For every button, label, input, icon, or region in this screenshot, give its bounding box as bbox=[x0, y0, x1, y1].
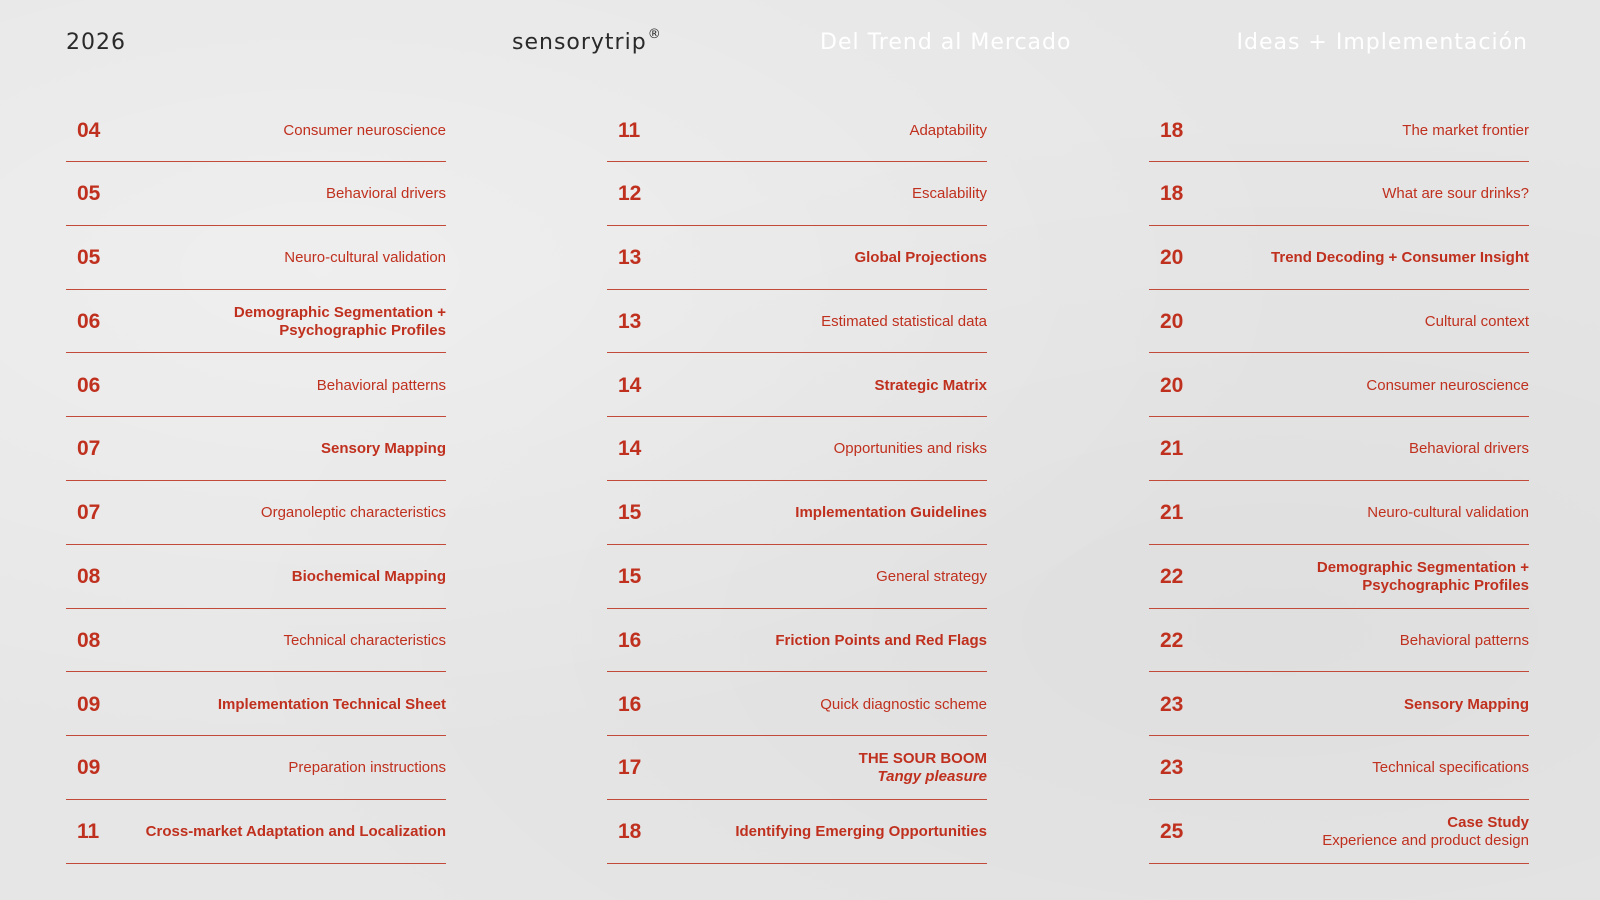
toc-title bbox=[1402, 122, 1529, 140]
toc-page-number: 14 bbox=[618, 373, 642, 397]
toc-entry[interactable] bbox=[607, 802, 987, 864]
toc-entry[interactable] bbox=[66, 674, 446, 736]
toc-title-text: Behavioral patterns bbox=[1399, 631, 1529, 649]
toc-entry[interactable] bbox=[1149, 228, 1529, 290]
toc-entry[interactable] bbox=[66, 164, 446, 226]
toc-title-text: Preparation instructions bbox=[288, 759, 446, 777]
toc-title-text: Sensory Mapping bbox=[1403, 695, 1529, 713]
toc-page-number: 13 bbox=[618, 246, 642, 270]
toc-title bbox=[218, 696, 446, 714]
toc-entry[interactable] bbox=[66, 228, 446, 290]
toc-entry[interactable] bbox=[1149, 355, 1529, 417]
toc-title-text: Implementation Guidelines bbox=[795, 504, 987, 522]
toc-title bbox=[735, 823, 987, 841]
toc-entry[interactable] bbox=[66, 738, 446, 800]
toc-entry[interactable] bbox=[607, 419, 987, 481]
page-header bbox=[0, 26, 1600, 66]
toc-title bbox=[1367, 504, 1529, 522]
toc-title bbox=[321, 440, 446, 458]
toc-page-number: 20 bbox=[1160, 373, 1184, 397]
toc-title-text: Behavioral drivers bbox=[325, 185, 446, 203]
toc-title bbox=[1372, 759, 1529, 777]
toc-title-text: Behavioral drivers bbox=[1408, 440, 1529, 458]
toc-title-text: Consumer neuroscience bbox=[1366, 376, 1529, 394]
toc-page-number: 07 bbox=[77, 437, 101, 461]
toc-title-text: Quick diagnostic scheme bbox=[820, 695, 987, 713]
toc-title bbox=[1404, 696, 1529, 714]
toc-entry[interactable] bbox=[1149, 100, 1529, 162]
toc-title bbox=[146, 823, 446, 841]
toc-entry[interactable] bbox=[1149, 547, 1529, 609]
toc-entry[interactable] bbox=[1149, 610, 1529, 672]
toc-title-text: Friction Points and Red Flags bbox=[775, 631, 987, 649]
toc-title bbox=[283, 632, 446, 650]
toc-page-number: 18 bbox=[1160, 118, 1184, 142]
toc-title-text: Estimated statistical data bbox=[821, 312, 987, 330]
toc-title-text: Adaptability bbox=[909, 121, 987, 139]
toc-title bbox=[795, 504, 987, 522]
toc-entry[interactable] bbox=[1149, 738, 1529, 800]
toc-page-number: 17 bbox=[618, 756, 642, 780]
toc-title bbox=[1271, 249, 1529, 267]
toc-entry[interactable] bbox=[607, 291, 987, 353]
toc-title bbox=[834, 440, 987, 458]
toc-title-text: Consumer neuroscience bbox=[283, 121, 446, 139]
toc-title bbox=[775, 632, 987, 650]
toc-title-text: Trend Decoding + Consumer Insight bbox=[1271, 249, 1529, 267]
toc-entry[interactable] bbox=[66, 610, 446, 672]
toc-title-text: Demographic Segmentation + Psychographic Profiles bbox=[233, 303, 446, 339]
toc-title bbox=[136, 304, 446, 340]
toc-page-number: 07 bbox=[77, 501, 101, 525]
toc-title bbox=[283, 122, 446, 140]
toc-title bbox=[1322, 814, 1529, 850]
toc-column-3 bbox=[1149, 100, 1529, 866]
registered-mark: ® bbox=[647, 27, 662, 42]
toc-title bbox=[284, 249, 446, 267]
toc-entry[interactable] bbox=[607, 610, 987, 672]
toc-page-number: 20 bbox=[1160, 246, 1184, 270]
toc-title-text: Escalability bbox=[911, 185, 987, 203]
toc-entry[interactable] bbox=[607, 738, 987, 800]
toc-title-text: Neuro-cultural validation bbox=[1367, 504, 1529, 522]
toc-title bbox=[909, 122, 987, 140]
toc-page-number: 15 bbox=[618, 501, 642, 525]
toc-page-number: 18 bbox=[1160, 182, 1184, 206]
brand-name: sensorytrip bbox=[512, 30, 647, 55]
toc-page-number: 13 bbox=[618, 309, 642, 333]
toc-title bbox=[261, 504, 446, 522]
toc-page-number: 09 bbox=[77, 692, 101, 716]
toc-title bbox=[1425, 313, 1529, 331]
toc-title bbox=[326, 185, 446, 203]
toc-page-number: 22 bbox=[1160, 628, 1184, 652]
tagline-ideas: Ideas + Implementación bbox=[1236, 30, 1528, 55]
toc-title-text: Behavioral patterns bbox=[316, 376, 446, 394]
toc-title bbox=[874, 377, 987, 395]
toc-title-text: Global Projections bbox=[854, 249, 987, 267]
toc-page-number: 06 bbox=[77, 309, 101, 333]
toc-title bbox=[1382, 185, 1529, 203]
toc-page-number: 23 bbox=[1160, 756, 1184, 780]
toc-page-number: 16 bbox=[618, 692, 642, 716]
toc-entry[interactable] bbox=[607, 164, 987, 226]
toc-page-number: 05 bbox=[77, 182, 101, 206]
toc-title-text: What are sour drinks? bbox=[1382, 185, 1529, 203]
toc-entry[interactable] bbox=[1149, 674, 1529, 736]
toc-page-number: 23 bbox=[1160, 692, 1184, 716]
toc-entry[interactable] bbox=[66, 100, 446, 162]
toc-entry[interactable] bbox=[1149, 164, 1529, 226]
toc-entry[interactable] bbox=[1149, 802, 1529, 864]
toc-title bbox=[876, 568, 987, 586]
toc-entry[interactable] bbox=[66, 547, 446, 609]
toc-entry[interactable] bbox=[607, 100, 987, 162]
toc-page-number: 11 bbox=[618, 118, 641, 142]
toc-title-text: Case Study bbox=[1447, 814, 1529, 832]
toc-entry[interactable] bbox=[607, 547, 987, 609]
toc-entry[interactable] bbox=[66, 483, 446, 545]
toc-page-number: 04 bbox=[77, 118, 101, 142]
toc-page-number: 08 bbox=[77, 565, 101, 589]
year-label: 2026 bbox=[66, 30, 126, 55]
toc-page-number: 25 bbox=[1160, 820, 1184, 844]
toc-title-text: Identifying Emerging Opportunities bbox=[735, 823, 987, 841]
toc-title bbox=[1400, 632, 1529, 650]
toc-entry[interactable] bbox=[66, 419, 446, 481]
toc-entry[interactable] bbox=[1149, 419, 1529, 481]
toc-entry[interactable] bbox=[607, 228, 987, 290]
toc-page-number: 21 bbox=[1160, 501, 1184, 525]
toc-entry[interactable] bbox=[607, 483, 987, 545]
toc-title-text: THE SOUR BOOM bbox=[858, 750, 987, 768]
toc-page-number: 21 bbox=[1160, 437, 1184, 461]
toc-title-text: Strategic Matrix bbox=[874, 376, 987, 394]
toc-title bbox=[1409, 440, 1529, 458]
toc-entry[interactable] bbox=[607, 674, 987, 736]
toc-title bbox=[317, 377, 446, 395]
toc-subtitle: Tangy pleasure bbox=[877, 768, 987, 786]
toc-title-text: Implementation Technical Sheet bbox=[217, 695, 446, 713]
toc-title-text: Technical specifications bbox=[1372, 759, 1529, 777]
toc-page-number: 15 bbox=[618, 565, 642, 589]
tagline-trend: Del Trend al Mercado bbox=[820, 30, 1072, 55]
toc-title-text: Biochemical Mapping bbox=[291, 568, 446, 586]
brand-logo bbox=[512, 27, 662, 55]
toc-title-text: Organoleptic characteristics bbox=[260, 504, 446, 522]
toc-page-number: 05 bbox=[77, 246, 101, 270]
toc-title-text: Sensory Mapping bbox=[320, 440, 446, 458]
toc-entry[interactable] bbox=[1149, 483, 1529, 545]
toc-title bbox=[912, 185, 987, 203]
toc-entry[interactable] bbox=[66, 355, 446, 417]
toc-entry[interactable] bbox=[66, 802, 446, 864]
toc-title-text: Demographic Segmentation + Psychographic Profiles bbox=[1316, 559, 1529, 595]
toc-page-number: 18 bbox=[618, 820, 642, 844]
toc-title bbox=[288, 759, 446, 777]
toc-title-text: General strategy bbox=[876, 568, 987, 586]
toc-title bbox=[821, 313, 987, 331]
toc-title bbox=[854, 249, 987, 267]
toc-title-text: Neuro-cultural validation bbox=[284, 249, 446, 267]
toc-title-text: Cross-market Adaptation and Localization bbox=[145, 823, 446, 841]
toc-page-number: 20 bbox=[1160, 309, 1184, 333]
toc-page-number: 06 bbox=[77, 373, 101, 397]
toc-page-number: 11 bbox=[77, 820, 100, 844]
toc-page-number: 09 bbox=[77, 756, 101, 780]
toc-title bbox=[820, 696, 987, 714]
toc-page-number: 22 bbox=[1160, 565, 1184, 589]
toc-page-number: 08 bbox=[77, 628, 101, 652]
toc-title bbox=[292, 568, 446, 586]
toc-column-2 bbox=[607, 100, 987, 866]
toc-entry[interactable] bbox=[607, 355, 987, 417]
toc-title-text: Cultural context bbox=[1424, 312, 1529, 330]
toc-page-number: 12 bbox=[618, 182, 642, 206]
toc-column-1 bbox=[66, 100, 446, 866]
toc-title-text: Technical characteristics bbox=[283, 631, 446, 649]
toc-title bbox=[1366, 377, 1529, 395]
toc-page-number: 16 bbox=[618, 628, 642, 652]
toc-entry[interactable] bbox=[1149, 291, 1529, 353]
toc-entry[interactable] bbox=[66, 291, 446, 353]
toc-title-text: Opportunities and risks bbox=[833, 440, 987, 458]
toc-page-number: 14 bbox=[618, 437, 642, 461]
toc-title-text: The market frontier bbox=[1402, 121, 1529, 139]
toc-title bbox=[859, 750, 987, 786]
toc-title bbox=[1219, 559, 1529, 595]
toc-subtitle: Experience and product design bbox=[1322, 832, 1529, 850]
